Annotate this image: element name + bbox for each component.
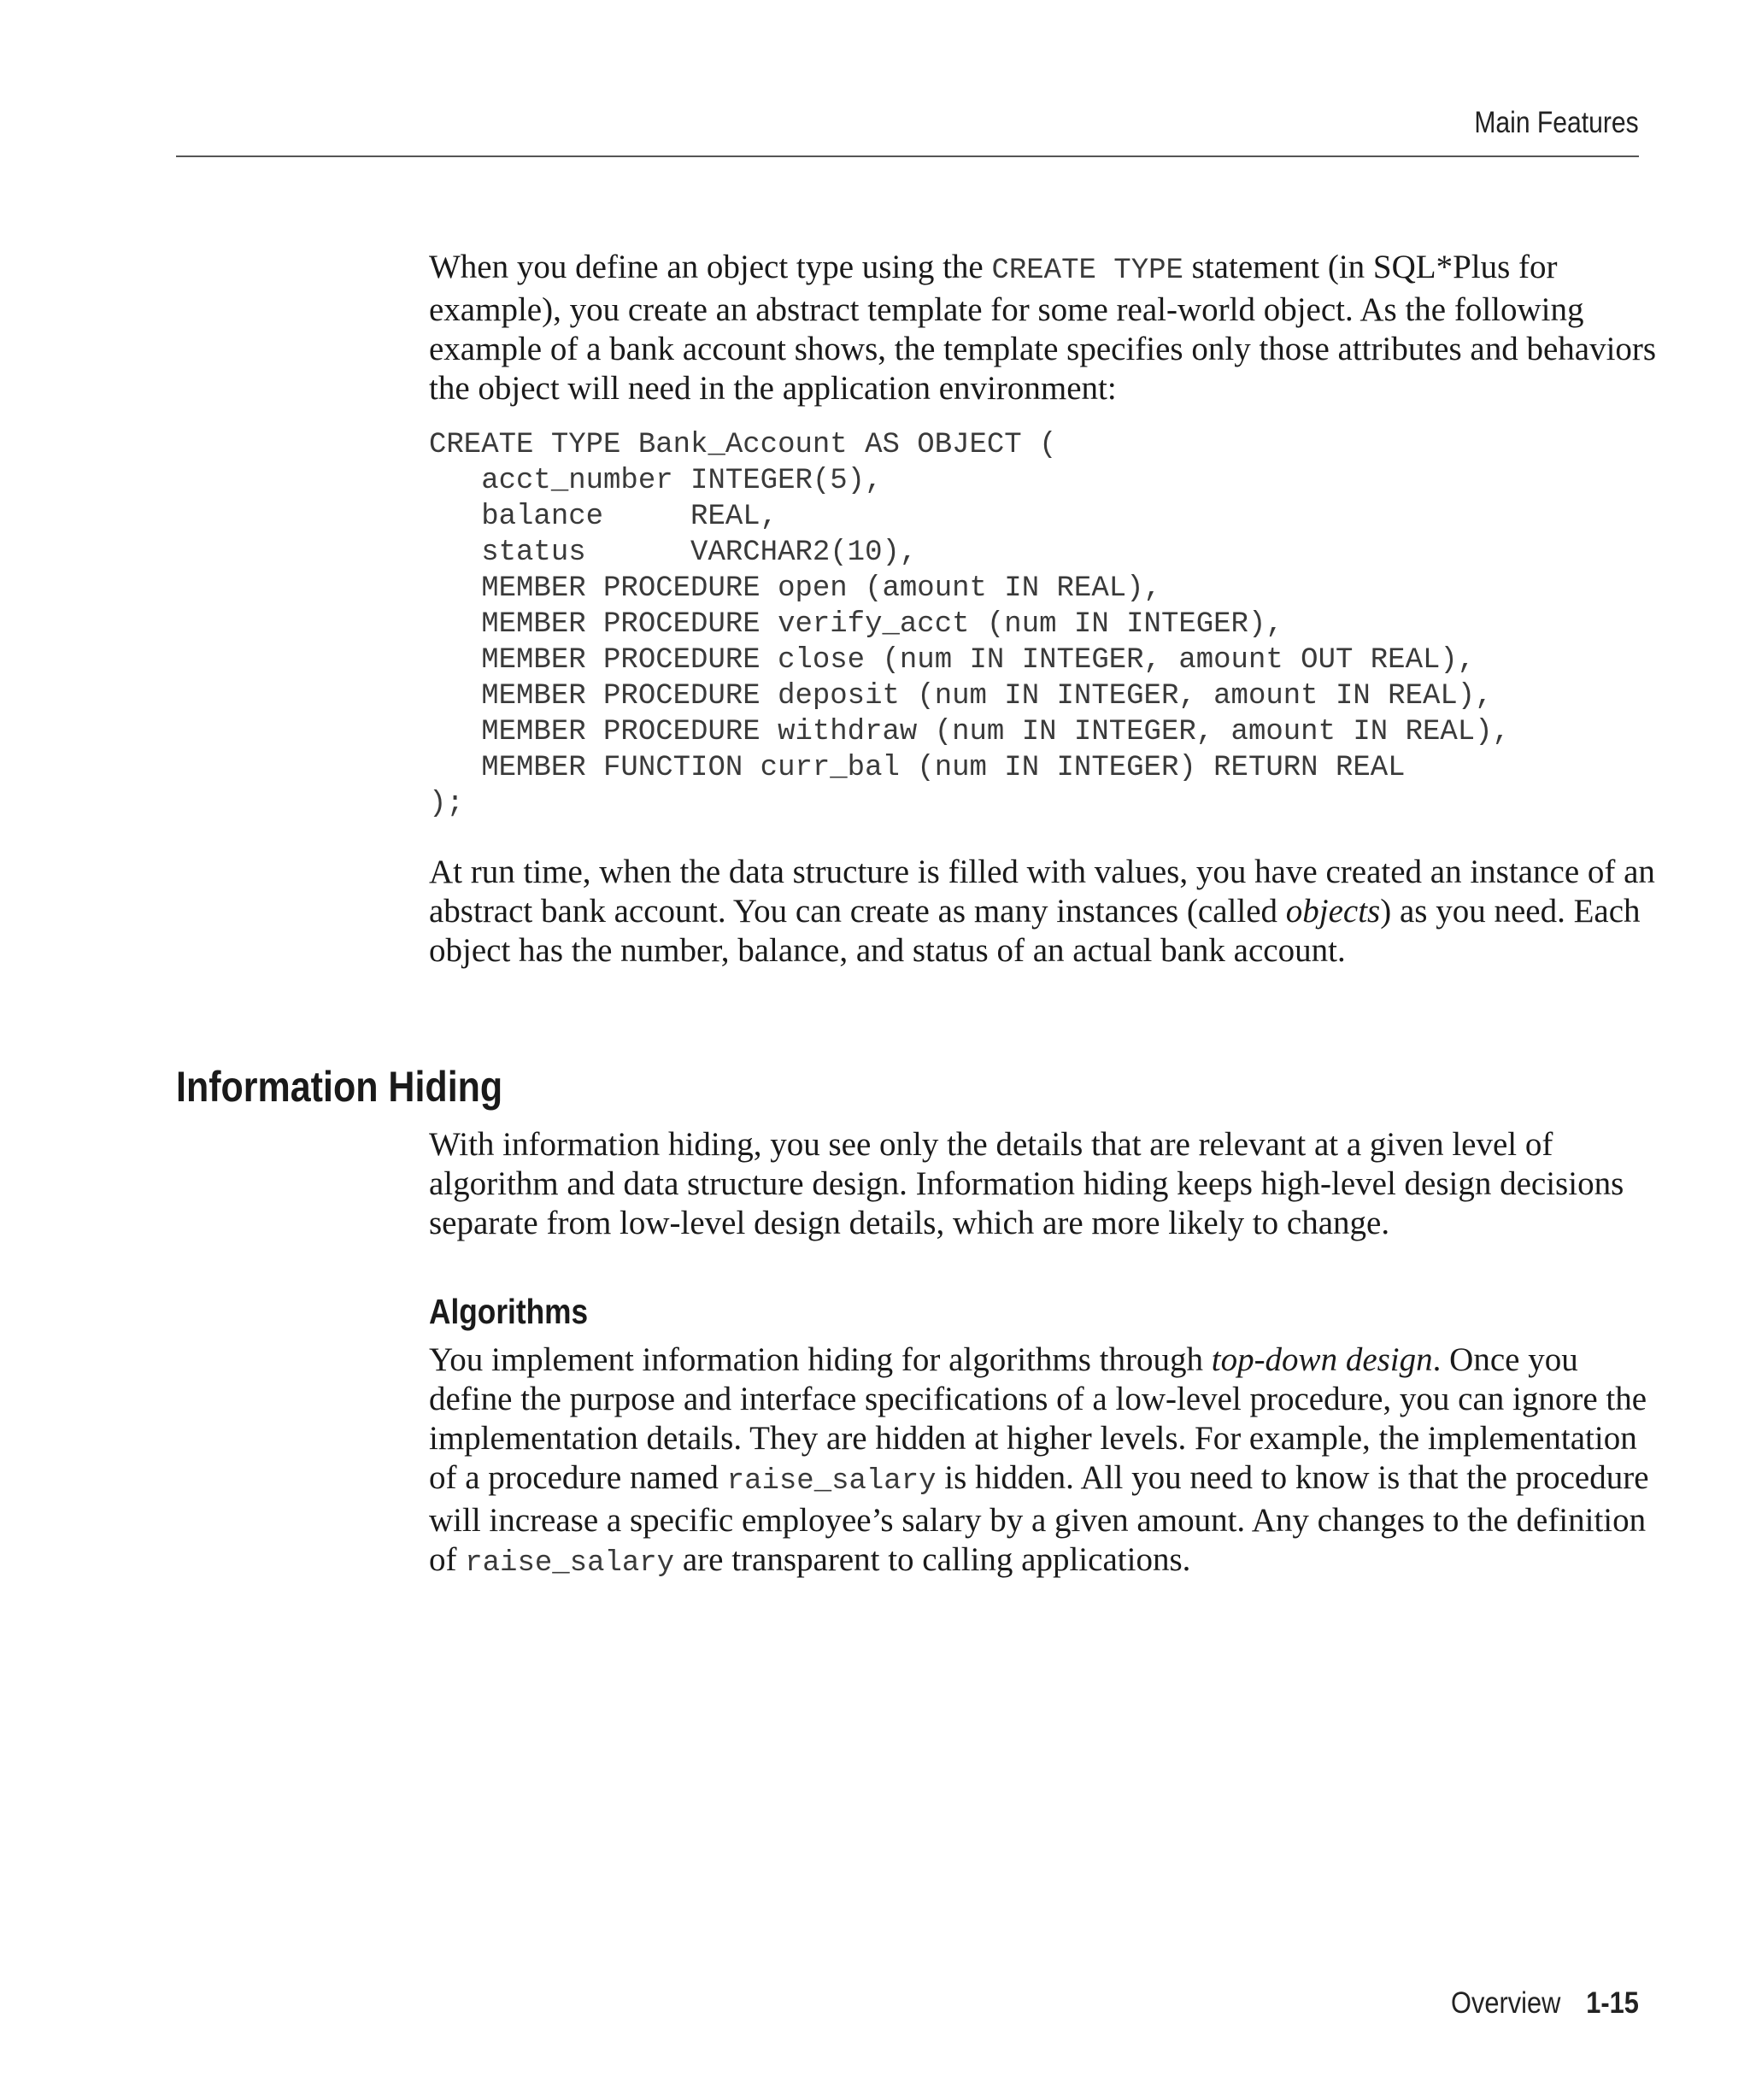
running-header: Main Features — [1474, 106, 1639, 139]
runtime-text-1: At run time, when the data structure is filled with values, you have created an instance of an abstract bank account. You can create as many instances (called — [429, 853, 1655, 930]
runtime-italic-objects: objects — [1285, 893, 1381, 930]
footer-chapter: Overview — [1451, 1986, 1561, 2020]
algorithms-paragraph — [429, 1340, 1659, 1583]
subsection-heading: Algorithms — [429, 1292, 589, 1331]
intro-text-2: statement (in SQL*Plus for example), you create an abstract template for some real-world object. As the following example of a bank account shows, the template specifies only those attributes and behaviors the object will need in the application environment: — [429, 249, 1657, 407]
page-footer — [1451, 1986, 1639, 2021]
inline-code-create-type: CREATE TYPE — [991, 255, 1183, 287]
algorithms-text-1: You implement information hiding for algorithms through — [429, 1341, 1212, 1378]
runtime-text-2: ) as you need. Each object has the number, balance, and status of an actual bank account. — [429, 893, 1641, 969]
section-heading: Information Hiding — [176, 1063, 503, 1111]
code-example — [429, 427, 1510, 822]
code-line: status VARCHAR2(10), — [429, 537, 918, 569]
code-line: MEMBER PROCEDURE close (num IN INTEGER, amount OUT REAL), — [429, 644, 1476, 677]
runtime-paragraph — [429, 853, 1659, 971]
algorithms-text-3: is hidden. All you need to know is that the procedure will increase a specific employee’s salary by a given amount. Any changes to the definition of — [429, 1459, 1649, 1578]
code-line: ); — [429, 788, 464, 820]
algorithms-text-4: are transparent to calling applications. — [674, 1541, 1191, 1578]
algorithms-text-2: . Once you define the purpose and interface specifications of a low-level procedure, you can ignore the implementation details. They are hidden at higher levels. For example, the implementation of a procedure named — [429, 1341, 1647, 1496]
header-rule — [176, 155, 1639, 157]
info-hiding-paragraph: With information hiding, you see only the details that are relevant at a given level of algorithm and data structure design. Information hiding keeps high-level design decisions separate from low-level design details, which are more likely to change. — [429, 1126, 1624, 1241]
code-line: MEMBER PROCEDURE withdraw (num IN INTEGER, amount IN REAL), — [429, 716, 1511, 748]
code-line: acct_number INTEGER(5), — [429, 465, 883, 497]
algorithms-italic-top-down: top-down design — [1211, 1341, 1433, 1378]
intro-text-1: When you define an object type using the — [429, 249, 992, 285]
code-line: balance REAL, — [429, 501, 778, 533]
code-line: CREATE TYPE Bank_Account AS OBJECT ( — [429, 429, 1057, 461]
inline-code-raise-salary: raise_salary — [726, 1465, 937, 1498]
intro-paragraph — [429, 248, 1659, 408]
code-line: MEMBER PROCEDURE open (amount IN REAL), — [429, 572, 1161, 605]
code-line: MEMBER FUNCTION curr_bal (num IN INTEGER) RETURN REAL — [429, 752, 1406, 784]
inline-code-raise-salary: raise_salary — [465, 1547, 675, 1580]
code-line: MEMBER PROCEDURE deposit (num IN INTEGER, amount IN REAL), — [429, 680, 1493, 713]
code-line: MEMBER PROCEDURE verify_acct (num IN INTEGER), — [429, 608, 1283, 641]
page-number: 1-15 — [1586, 1986, 1639, 2020]
